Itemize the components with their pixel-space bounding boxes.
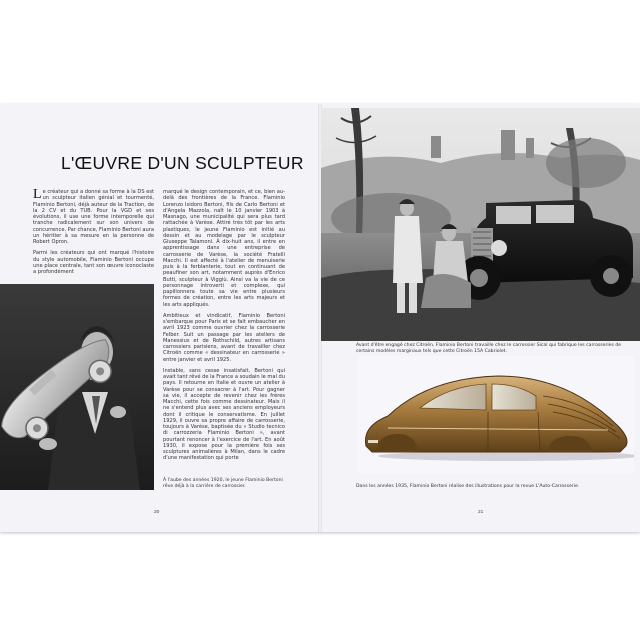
portrait-photo [0, 284, 154, 490]
col2-paragraph-3: Instable, sans cesse insatisfait, Bertoni qui avait tant rêvé de la France a soudain le mal du pays. Il retourne en Italie et ouvre un atelier à Varèse pour se consacrer à l'art. Pour gagner sa vie, il accepte de revenir chez les frères Macchi, cette fois comme dessinateur. Mais il ne s'entend plus avec ses anciens employeurs dont il critique le conservatisme. En juillet 1929, il ouvre sa propre affaire de carrosserie, toujours à Varèse, baptisée du « Studio tecnico di carrozzeria Flaminio Bertoni », avant pourtant renoncer à l'exercice de l'art. En août 1930, il expose pour la première fois ses sculptures animalières à Milan, dans le cadre d'une manifestation qui porte [163, 367, 285, 462]
illustration-streamlined-car-icon [358, 356, 634, 474]
photo-bertoni-with-car-model-icon [0, 284, 154, 490]
column-2 [163, 189, 285, 569]
column-1 [33, 189, 154, 279]
col2-paragraph-2: Ambitieux et vindicatif, Flaminio Bertoni s'embarque pour Paris et se fait embaucher en avril 1923 comme ouvrier chez la carrosserie Felber. Suit un passage par les ateliers de Manessius et de Rothschild, autres artisans carrossiers parisiens, avant de travailler chez Citroën comme « dessinateur en carrosserie » entre janvier et avril 1925. [163, 312, 285, 363]
photo-vintage-car-with-people-icon [321, 108, 640, 341]
drop-cap: L [33, 187, 42, 202]
magazine-spread [0, 104, 640, 532]
col2-paragraph-1: marqué le design contemporain, et ce, bien au-delà des frontières de la France. Flaminio Lorenzo Isidoro Bertoni, fils de Carlo Bertoni et d'Angela Mazzola, naît le 10 janvier 1903 à Masnago, une municipalité qui sera plus tard rattachée à Varèse. Attiré très tôt par les arts plastiques, le jeune Flaminio est initié au dessin et au modelage par le sculpteur Giuseppe Talamoni. À dix-huit ans, il entre en apprentissage dans une entreprise de carrosserie de Varèse, la société Fratelli Macchi. Il est affecté à l'atelier de menuiserie puis à la ferblanterie, tout en continuant de peaufiner son art, notamment auprès d'Enrico Butti, sculpteur à Viggiù. Ainsi va la vie de ce personnage introverti et complexe, qui papillonnera toute sa vie entre plusieurs formes de création, entre les arts majeurs et les arts appliqués. [163, 189, 285, 308]
vintage-photo-caption: Avant d'être engagé chez Citroën, Flaminio Bertoni travaille chez le carrossier Sical qui fabrique les carrosseries de certains modèles marginaux tels que cette Citroën 15A Cabriolet. [356, 343, 622, 354]
vintage-car-photo [321, 108, 640, 341]
left-page [0, 104, 319, 532]
page-number-right: 21 [478, 510, 484, 515]
page-number-left: 20 [154, 510, 160, 515]
illustration-caption: Dans les années 1935, Flaminio Bertoni réalise des illustrations pour la revue L'Auto-Carrosserie. [356, 484, 580, 489]
col1-paragraph-1: e créateur qui a donné sa forme à la DS est un sculpteur italien génial et tourmenté, Flaminio Bertoni, déjà auteur de la Traction, de la 2 CV et du TUB. Pour la VGD et ses évolutions, il use une forme intemporelle qui tranche radicalement sur son univers de concurrence. Par chance, Flaminio Bertoni aura un héritier à sa mesure en la personne de Robert Opron. [33, 189, 154, 245]
col1-paragraph-2: Parmi les créateurs qui ont marqué l'histoire du style automobile, Flaminio Bertoni occupe une place centrale, tant son œuvre iconoclaste a profondément [33, 250, 154, 275]
right-page [321, 104, 640, 532]
streamlined-car-illustration [358, 356, 634, 474]
page-title: L'ŒUVRE D'UN SCULPTEUR [61, 153, 304, 173]
portrait-caption: À l'aube des années 1920, le jeune Flaminio Bertoni rêve déjà à la carrière de carrossier. [163, 478, 283, 489]
